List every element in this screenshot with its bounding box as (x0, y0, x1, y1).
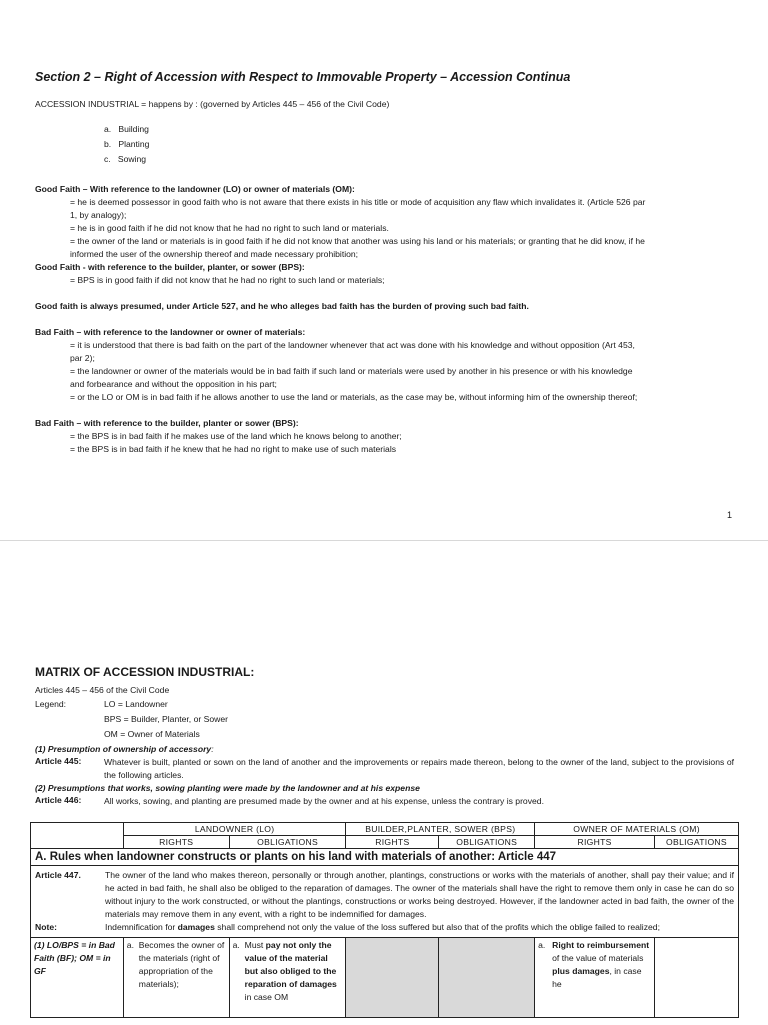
table-row (31, 938, 739, 1018)
bf-bps-line: = the BPS is in bad faith if he makes use of the land which he knows belong to another; (70, 431, 402, 441)
legend-label: Legend: (35, 699, 67, 709)
list-item (104, 138, 149, 151)
accession-intro: ACCESSION INDUSTRIAL = happens by : (governed by Articles 445 – 456 of the Civil Code) (35, 99, 390, 109)
text-bold: plus damages (552, 966, 610, 976)
gf-lo-line: = he is deemed possessor in good faith who is not aware that there exists in his title or mode of acquisition any flaw which invalidates it. (Article 526 par (70, 197, 646, 207)
lo-rights-cell (123, 938, 229, 1018)
bf-lo-line: par 2); (70, 353, 95, 363)
presumption-heading (35, 743, 214, 756)
legend-item: BPS = Builder, Planter, or Sower (104, 714, 228, 724)
article-446-label: Article 446: (35, 795, 82, 805)
gf-lo-line: = the owner of the land or materials is in good faith if he did not know that another was using his land or his materials; or granting that he did know, if he (70, 236, 645, 246)
list-marker: a. (232, 940, 240, 950)
table-header-row (31, 823, 739, 836)
text-part: Must (244, 940, 266, 950)
list-label: Planting (118, 139, 150, 149)
page-number: 1 (727, 510, 733, 520)
list-label: Sowing (117, 154, 147, 164)
table-subheader-row (31, 836, 739, 849)
matrix-title: MATRIX OF ACCESSION INDUSTRIAL: (35, 665, 255, 679)
column-group-header: LANDOWNER (LO) (123, 823, 346, 836)
table-corner-cell (31, 823, 124, 849)
document-page-2 (0, 540, 768, 1025)
presumption-text: (1) Presumption of ownership of accessory (35, 744, 212, 754)
column-header: OBLIGATIONS (439, 836, 535, 849)
note-label: Note: (35, 922, 57, 932)
bf-bps-heading: Bad Faith – with reference to the builder, planter or sower (BPS): (35, 418, 299, 428)
column-group-header: OWNER OF MATERIALS (OM) (535, 823, 739, 836)
good-faith-presumed: Good faith is always presumed, under Article 527, and he who alleges bad faith has the burden of proving such bad faith. (35, 301, 529, 311)
presumption-colon: : (211, 744, 214, 754)
list-marker: a. (104, 124, 112, 134)
article-445-text: Whatever is built, planted or sown on the land of another and the improvements or repairs made thereon, belong to the owner of the land, subject to the provisions of the following articles. (104, 757, 734, 780)
note-text-bold: damages (177, 922, 215, 932)
note-text (105, 921, 734, 934)
bf-lo-line: = or the LO or OM is in bad faith if he allows another to use the land or materials, as the case may be, without informing him of the ownership thereof; (70, 392, 638, 402)
gf-lo-line: 1, by analogy); (70, 210, 127, 220)
article-447-label: Article 447. (35, 870, 81, 880)
bps-obligations-cell-empty (439, 938, 535, 1018)
article-447-text: The owner of the land who makes thereon, personally or through another, plantings, constructions or works with the materials of another, shall pay their value; and if he acted in bad faith, he shall also be obliged to the reparation of damages. The owner of the materials shall have the right to remove them only in case he can do so without injury to the work constructed, or without the plantings, constructions or works being destroyed. However, if the landowner acted in bad faith, the owner of the materials may remove them in any event, with a right to be indemnified for damages. (105, 870, 734, 919)
list-label: Building (118, 124, 149, 134)
text-part: , in case he (552, 966, 642, 989)
article-446-text: All works, sowing, and planting are presumed made by the owner and at his expense, unless the contrary is proved. (104, 796, 544, 806)
om-rights-cell (535, 938, 655, 1018)
legend-item: LO = Landowner (104, 699, 168, 709)
list-marker: b. (104, 139, 112, 149)
column-header: OBLIGATIONS (655, 836, 739, 849)
article-447-cell (31, 866, 739, 938)
article-row (31, 866, 739, 938)
gf-bps-line: = BPS is in good faith if did not know that he had no right to such land or materials; (70, 275, 385, 285)
bf-lo-line: = the landowner or owner of the materials would be in bad faith if such land or materials were used by another in his presence or with his knowledge (70, 366, 633, 376)
section-title: Section 2 – Right of Accession with Respect to Immovable Property – Accession Continua (35, 70, 571, 84)
list-marker: c. (104, 154, 111, 164)
presumption-heading: (2) Presumptions that works, sowing planting were made by the landowner and at his expense (35, 783, 420, 793)
om-rights-text (552, 939, 651, 991)
lo-obligations-text (245, 939, 343, 1004)
text-part: of the value of materials (552, 953, 644, 963)
list-item (104, 123, 149, 136)
column-header: OBLIGATIONS (229, 836, 346, 849)
list-marker: a. (126, 940, 134, 950)
gf-lo-line: informed the user of the ownership thereof and made necessary prohibition; (70, 249, 359, 259)
text-bold: Right to reimbursement (552, 940, 650, 950)
bf-lo-line: = it is understood that there is bad faith on the part of the landowner whenever that act was done with his knowledge and without opposition (Art 453, (70, 340, 635, 350)
om-obligations-cell (655, 938, 739, 1018)
text-part: in case OM (244, 992, 289, 1002)
text-bold: pay not only the value of the material but also obliged to the reparation of damages (244, 940, 337, 989)
gf-bps-heading: Good Faith - with reference to the builder, planter, or sower (BPS): (35, 262, 305, 272)
list-item (104, 153, 146, 166)
column-header: RIGHTS (346, 836, 439, 849)
gf-lo-heading: Good Faith – With reference to the landowner (LO) or owner of materials (OM): (35, 184, 355, 194)
legend-item: OM = Owner of Materials (104, 729, 200, 739)
case-label: (1) LO/BPS = in Bad Faith (BF); OM = in GF (31, 938, 124, 1018)
column-header: RIGHTS (123, 836, 229, 849)
list-marker: a. (538, 940, 546, 950)
note-text-part: Indemnification for (105, 922, 178, 932)
bf-bps-line: = the BPS is in bad faith if he knew that he had no right to make use of such materials (70, 444, 397, 454)
bps-rights-cell-empty (346, 938, 439, 1018)
articles-ref: Articles 445 – 456 of the Civil Code (35, 685, 170, 695)
column-group-header: BUILDER,PLANTER, SOWER (BPS) (346, 823, 535, 836)
column-header: RIGHTS (535, 836, 655, 849)
bf-lo-heading: Bad Faith – with reference to the landowner or owner of materials: (35, 327, 306, 337)
section-row (31, 849, 739, 866)
accession-matrix-table (30, 822, 739, 1018)
lo-obligations-cell (229, 938, 346, 1018)
article-445-label: Article 445: (35, 756, 82, 766)
note-text-part: shall comprehend not only the value of the loss suffered but also that of the profits which the oblige failed to realized; (214, 922, 660, 932)
bf-lo-line: and forbearance and without the opposition in his part; (70, 379, 277, 389)
section-a-heading: A. Rules when landowner constructs or plants on his land with materials of another: Article 447 (31, 849, 739, 866)
lo-rights-text: Becomes the owner of the materials (right of appropriation of the materials); (138, 940, 225, 989)
gf-lo-line: = he is in good faith if he did not know that he had no right to such land or materials. (70, 223, 389, 233)
